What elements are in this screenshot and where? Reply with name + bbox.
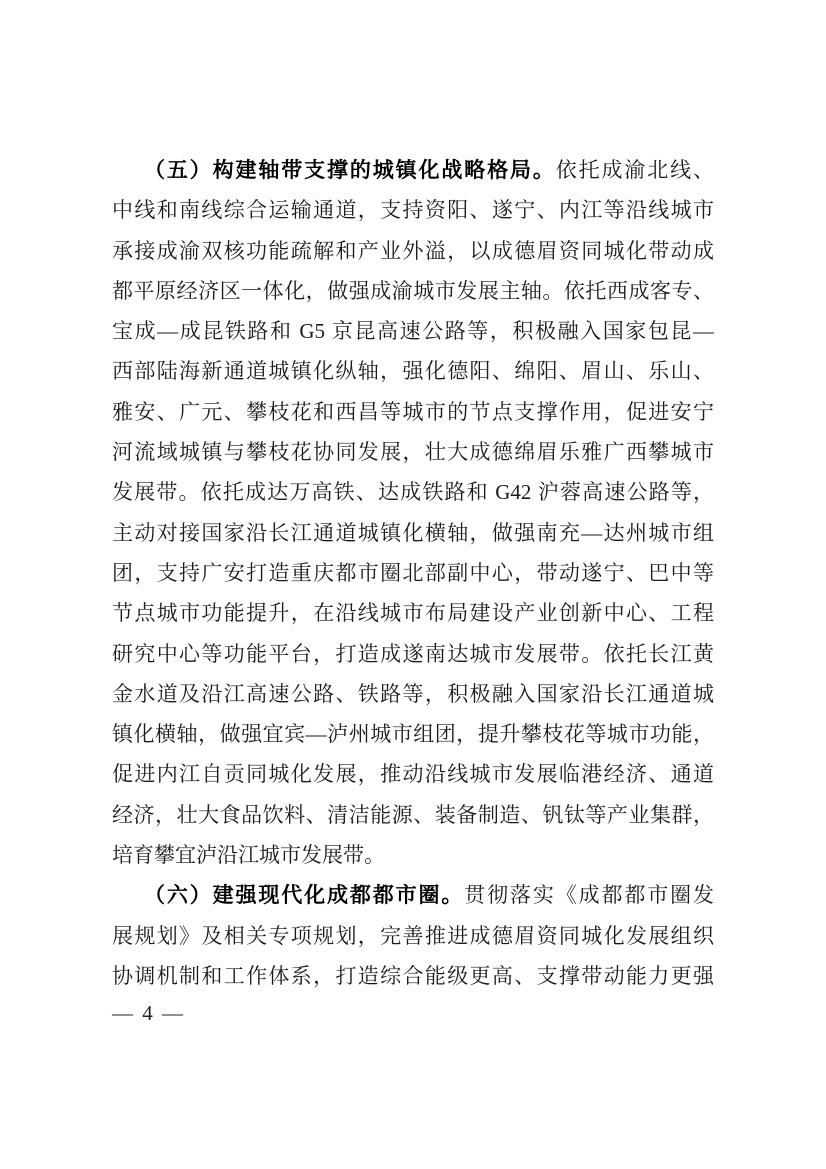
text-line <box>112 231 714 271</box>
body-text: 协调机制和工作体系，打造综合能级更高、支撑带动能力更强 <box>112 963 714 988</box>
body-text: 中线和南线综合运输通道，支持资阳、遂宁、内江等沿线城市 <box>112 198 714 223</box>
text-line <box>112 190 714 230</box>
body-text: 经济，壮大食品饮料、清洁能源、装备制造、钒钛等产业集群， <box>112 802 714 827</box>
text-line <box>112 351 714 391</box>
body-text: 发展带。依托成达万高铁、达成铁路和 G42 沪蓉高速公路等， <box>112 480 714 505</box>
text-line <box>112 472 714 512</box>
text-line <box>112 634 714 674</box>
body-text: 贯彻落实《成都都市圈发 <box>464 883 714 908</box>
body-text: 依托成渝北线、 <box>555 158 714 182</box>
body-text: 雅安、广元、攀枝花和西昌等城市的节点支撑作用，促进安宁 <box>112 399 714 424</box>
body-text: 培育攀宜泸沿江城市发展带。 <box>112 843 385 868</box>
text-line <box>112 916 714 956</box>
body-text: 促进内江自贡同城化发展，推动沿线城市发展临港经济、通道 <box>112 762 714 787</box>
text-line <box>112 311 714 351</box>
body-text: 展规划》及相关专项规划，完善推进成德眉资同城化发展组织 <box>112 923 714 948</box>
body-text: 宝成—成昆铁路和 G5 京昆高速公路等，积极融入国家包昆— <box>112 319 714 344</box>
text-line <box>112 271 714 311</box>
text-line <box>112 795 714 835</box>
section-heading-text: （六）建强现代化成都都市圈。 <box>144 883 465 908</box>
body-text: 河流域城镇与攀枝花协同发展，壮大成德绵眉乐雅广西攀城市 <box>112 440 714 465</box>
text-line <box>112 956 714 996</box>
body-text: 都平原经济区一体化，做强成渝城市发展主轴。依托西成客专、 <box>112 278 714 303</box>
page-number: — 4 — <box>112 1001 185 1025</box>
text-line <box>112 754 714 794</box>
text-line <box>112 875 714 915</box>
text-line <box>112 674 714 714</box>
section-heading-text: （五）构建轴带支撑的城镇化战略格局。 <box>144 158 556 182</box>
text-line <box>112 714 714 754</box>
text-line <box>112 593 714 633</box>
text-line <box>112 835 714 875</box>
body-text: 承接成渝双核功能疏解和产业外溢，以成德眉资同城化带动成 <box>112 238 714 263</box>
body-text: 金水道及沿江高速公路、铁路等，积极融入国家沿长江通道城 <box>112 681 714 706</box>
body-text: 镇化横轴，做强宜宾—泸州城市组团，提升攀枝花等城市功能， <box>112 722 714 747</box>
body-text: 节点城市功能提升，在沿线城市布局建设产业创新中心、工程 <box>112 601 714 626</box>
document-body <box>112 150 714 996</box>
text-line <box>112 513 714 553</box>
text-line <box>112 392 714 432</box>
text-line <box>112 553 714 593</box>
text-line <box>112 150 714 190</box>
body-text: 西部陆海新通道城镇化纵轴，强化德阳、绵阳、眉山、乐山、 <box>112 359 714 384</box>
body-text: 团，支持广安打造重庆都市圈北部副中心，带动遂宁、巴中等 <box>112 560 714 585</box>
text-line <box>112 432 714 472</box>
body-text: 主动对接国家沿长江通道城镇化横轴，做强南充—达州城市组 <box>112 520 714 545</box>
body-text: 研究中心等功能平台，打造成遂南达城市发展带。依托长江黄 <box>112 641 714 666</box>
